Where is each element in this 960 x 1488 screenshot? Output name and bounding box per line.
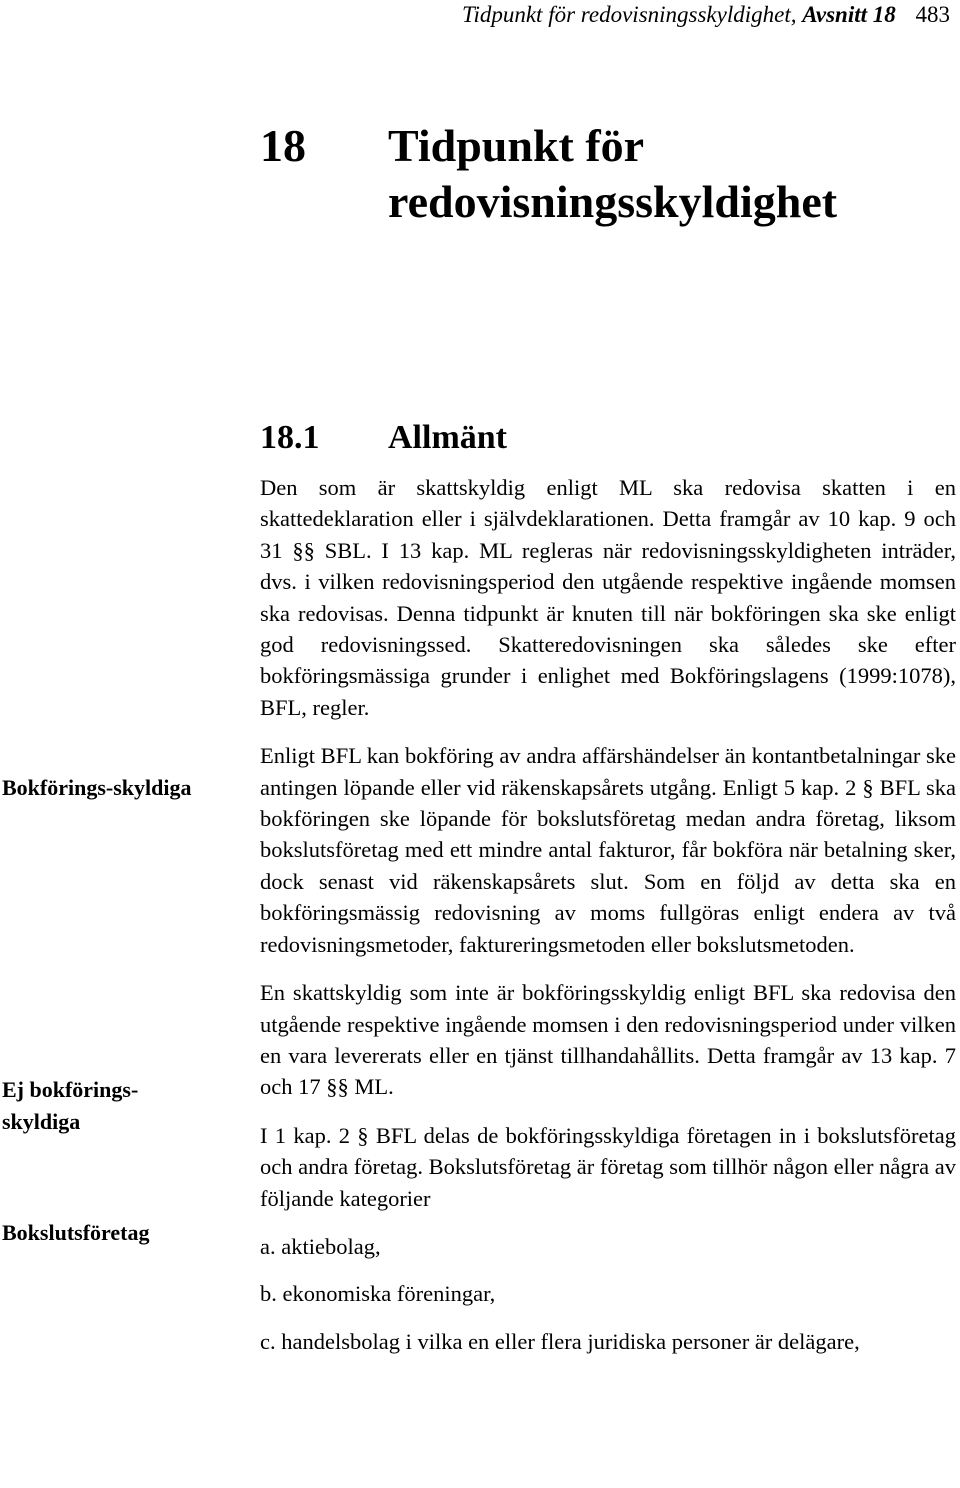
running-title: Tidpunkt för redovisningsskyldighet,	[461, 2, 797, 27]
running-section-label: Avsnitt 18	[802, 2, 896, 27]
list-item: c. handelsbolag i vilka en eller flera juridiska personer är delägare,	[260, 1328, 860, 1354]
paragraph: Enligt BFL kan bokföring av andra affärshändelser än kontantbetalningar ske antingen löpande eller vid räkenskapsårets utgång. Enligt 5 kap. 2 § BFL ska bokföringen ske löpande för bokslutsföretag medan andra företag, liksom bokslutsföretag med ett mindre antal fakturor, får bokföra när betalning sker, dock senast vid räkenskapsårets slut. Som en följd av detta ska en bokföringsmässig redovisning av moms fullgöras enligt endera av två redovisningsmetoder, faktureringsmetoden eller bokslutsmetoden.	[260, 743, 956, 957]
chapter-title	[260, 118, 940, 230]
list-item: a. aktiebolag,	[260, 1233, 381, 1259]
section-number: 18.1	[260, 419, 320, 456]
category-list	[260, 1231, 956, 1357]
paragraph: En skattskyldig som inte är bokföringsskyldig enligt BFL ska redovisa den utgående respektive ingående momsen i den redovisningsperiod under vilken en vara levererats eller en tjänst tillhandahållits. Detta framgår av 13 kap. 7 och 17 §§ ML.	[260, 980, 956, 1100]
chapter-title-text: Tidpunkt för redovisningsskyldighet	[388, 120, 838, 227]
running-header	[462, 0, 950, 30]
paragraph: Den som är skattskyldig enligt ML ska redovisa skatten i en skattedeklaration eller i självdeklarationen. Detta framgår av 10 kap. 9 och 31 §§ SBL. I 13 kap. ML regleras när redovisningsskyldigheten inträder, dvs. i vilken redovisningsperiod den utgående respektive ingående momsen ska redovisas. Denna tidpunkt är knuten till när bokföringen ska ske enligt god redovisningssed. Skatteredovisningen ska således ske efter bokföringsmässiga grunder i enlighet med Bokföringslagens (1999:1078), BFL, regler.	[260, 475, 956, 720]
page-number: 483	[915, 2, 950, 27]
chapter-number: 18	[260, 120, 306, 171]
section-heading	[260, 418, 507, 458]
paragraph: I 1 kap. 2 § BFL delas de bokföringsskyldiga företagen in i bokslutsföretag och andra företag. Bokslutsföretag är företag som tillhör någon eller några av följande kategorier	[260, 1122, 956, 1211]
margin-note-bokforingsskyldiga: Bokförings-skyldiga	[2, 775, 192, 800]
section-title: Allmänt	[388, 419, 507, 456]
margin-note-bokslutsforetag: Bokslutsföretag	[2, 1220, 150, 1245]
list-item: b. ekonomiska föreningar,	[260, 1281, 496, 1307]
margin-note-ej-bokforingsskyldiga: Ej bokförings-skyldiga	[2, 1077, 139, 1134]
body-text	[260, 472, 956, 1373]
